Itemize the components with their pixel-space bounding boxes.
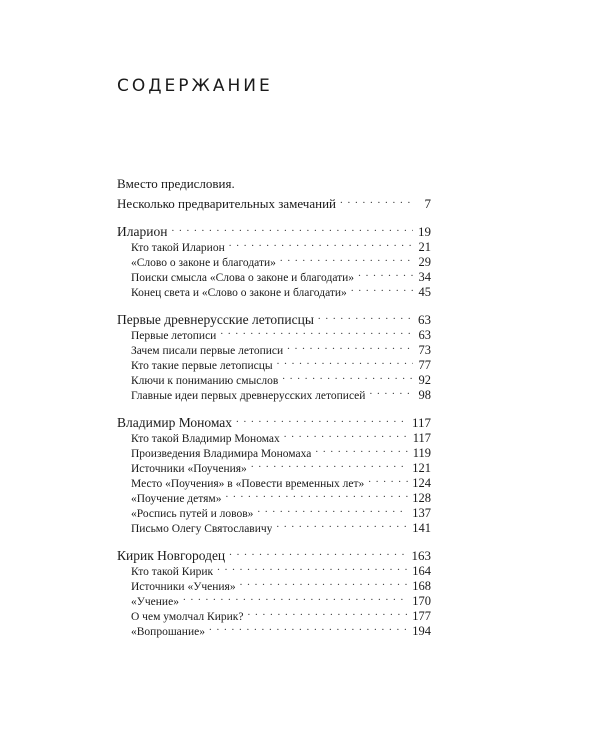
dot-leader — [240, 575, 409, 590]
section-title: Владимир Мономах — [117, 415, 233, 430]
entry-title: Письмо Олегу Святославичу — [131, 523, 273, 535]
entry-title: Кто такой Владимир Мономах — [131, 433, 280, 445]
dot-leader — [247, 605, 408, 620]
entry-page: 170 — [412, 594, 431, 608]
toc-section — [117, 411, 431, 535]
entry-title: Зачем писали первые летописи — [131, 345, 284, 357]
entry-page: 128 — [412, 491, 431, 505]
entry-title: Кто такой Кирик — [131, 566, 214, 578]
section-page: 19 — [418, 224, 431, 239]
dot-leader — [171, 220, 413, 236]
dot-leader — [369, 384, 413, 399]
entry-page: 21 — [418, 240, 431, 254]
section-page: 163 — [411, 548, 431, 563]
dot-leader — [284, 427, 409, 442]
entry-title: «Поучение детям» — [131, 493, 222, 505]
entry-page: 63 — [418, 328, 431, 342]
section-title: Первые древнерусские летописцы — [117, 312, 314, 327]
dot-leader — [276, 517, 408, 532]
section-heading — [117, 411, 431, 430]
section-title: Иларион — [117, 224, 168, 239]
entry-page: 124 — [412, 476, 431, 490]
section-heading — [117, 220, 431, 239]
section-page: 63 — [418, 312, 431, 327]
entry-title: «Учение» — [131, 596, 179, 608]
entry-page: 137 — [412, 506, 431, 520]
entry-title: Произведения Владимира Мономаха — [131, 448, 312, 460]
dot-leader — [257, 502, 408, 517]
entry-page: 29 — [418, 255, 431, 269]
entry-title: Поиски смысла «Слова о законе и благодати» — [131, 272, 355, 284]
dot-leader — [282, 369, 413, 384]
entry-page: 45 — [418, 285, 431, 299]
dot-leader — [229, 544, 407, 560]
dot-leader — [217, 560, 408, 575]
entry-page: 92 — [418, 373, 431, 387]
dot-leader — [229, 236, 413, 251]
intro-line-2 — [117, 192, 431, 211]
entry-page: 98 — [418, 388, 431, 402]
section-heading — [117, 544, 431, 563]
entry-title: «Вопрошание» — [131, 626, 205, 638]
intro-title-2: Несколько предварительных замечаний — [117, 196, 336, 211]
entry-page: 73 — [418, 343, 431, 357]
dot-leader — [225, 487, 408, 502]
dot-leader — [368, 472, 408, 487]
entry-title: «Слово о законе и благодати» — [131, 257, 276, 269]
dot-leader — [340, 192, 413, 208]
dot-leader — [220, 324, 413, 339]
section-page: 117 — [411, 415, 431, 430]
dot-leader — [318, 308, 413, 324]
section-heading — [117, 308, 431, 327]
dot-leader — [351, 281, 413, 296]
entry-page: 168 — [412, 579, 431, 593]
entry-title: Кто такой Иларион — [131, 242, 225, 254]
entry-title: Кто такие первые летописцы — [131, 360, 273, 372]
toc-intro — [117, 176, 431, 211]
entry-title: Ключи к пониманию смыслов — [131, 375, 279, 387]
dot-leader — [209, 620, 408, 635]
dot-leader — [251, 457, 408, 472]
entry-page: 141 — [412, 521, 431, 535]
entry-title: О чем умолчал Кирик? — [131, 611, 244, 623]
toc-sections — [117, 220, 431, 638]
entry-page: 177 — [412, 609, 431, 623]
dot-leader — [315, 442, 408, 457]
dot-leader — [280, 251, 413, 266]
toc-section — [117, 544, 431, 638]
section-title: Кирик Новгородец — [117, 548, 226, 563]
entry-page: 164 — [412, 564, 431, 578]
entry-title: Первые летописи — [131, 330, 217, 342]
entry-title: Источники «Поучения» — [131, 463, 247, 475]
dot-leader — [236, 411, 408, 427]
entry-title: Место «Поучения» в «Повести временных лет» — [131, 478, 365, 490]
intro-line-1 — [117, 176, 431, 192]
page-title: СОДЕРЖАНИЕ — [117, 76, 273, 96]
entry-page: 77 — [418, 358, 431, 372]
entry-title: Источники «Учения» — [131, 581, 236, 593]
entry-title: «Роспись путей и ловов» — [131, 508, 254, 520]
entry-page: 121 — [412, 461, 431, 475]
entry-page: 119 — [412, 446, 431, 460]
toc-section — [117, 220, 431, 299]
dot-leader — [358, 266, 413, 281]
entry-page: 194 — [412, 624, 431, 638]
dot-leader — [287, 339, 413, 354]
dot-leader — [277, 354, 413, 369]
toc-section — [117, 308, 431, 402]
intro-title-1: Вместо предисловия. — [117, 176, 235, 191]
entry-page: 34 — [418, 270, 431, 284]
intro-page: 7 — [424, 196, 431, 211]
entry-page: 117 — [412, 431, 431, 445]
dot-leader — [183, 590, 408, 605]
entry-title: Главные идеи первых древнерусских летописей — [131, 390, 366, 402]
table-of-contents — [117, 176, 431, 647]
entry-title: Конец света и «Слово о законе и благодати» — [131, 287, 347, 299]
